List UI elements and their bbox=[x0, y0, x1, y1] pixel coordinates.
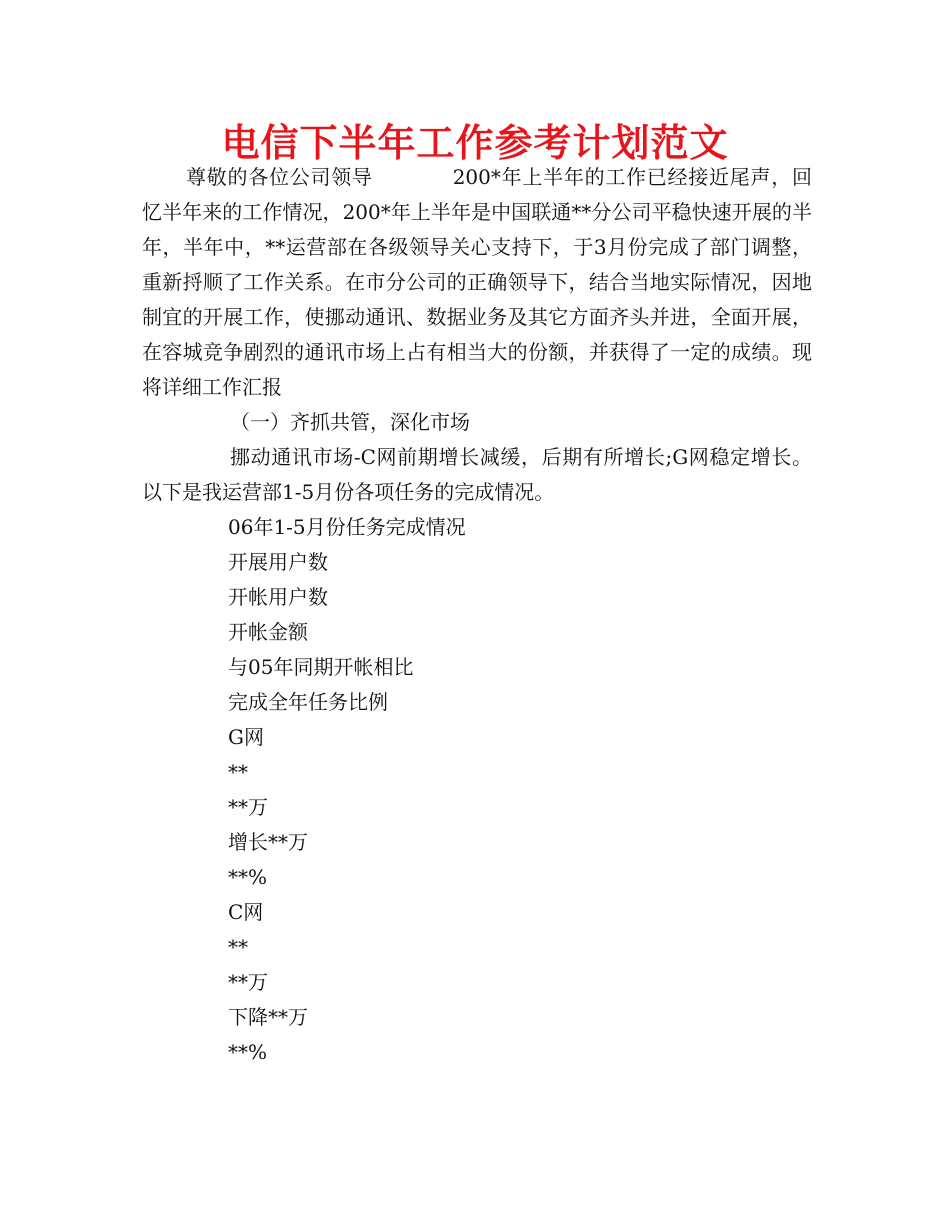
task-line: **% bbox=[228, 1040, 268, 1064]
task-line: ** bbox=[228, 760, 248, 784]
section-paragraph: 挪动通讯市场-C网前期增长减缓，后期有所增长;G网稳定增长。以下是我运营部1-5月份各项任务的完成情况。 bbox=[142, 445, 812, 504]
task-line: C网 bbox=[228, 900, 264, 924]
document-body bbox=[142, 160, 812, 1070]
salutation: 尊敬的各位公司领导 bbox=[186, 165, 373, 189]
task-line: 06年1-5月份任务完成情况 bbox=[228, 515, 466, 539]
intro-text: 200*年上半年的工作已经接近尾声，回忆半年来的工作情况，200*年上半年是中国联通**分公司平稳快速开展的半年，半年中，**运营部在各级领导关心支持下，于3月份完成了部门调整，重新捋顺了工作关系。在市分公司的正确领导下，结合当地实际情况，因地制宜的开展工作，使挪动通讯、数据业务及其它方面齐头并进，全面开展，在容城竞争剧烈的通讯市场上占有相当大的份额，并获得了一定的成绩。现将详细工作汇报 bbox=[142, 165, 812, 399]
task-line: **万 bbox=[228, 795, 268, 819]
task-line: 开展用户数 bbox=[228, 550, 328, 574]
section-heading: （一）齐抓共管，深化市场 bbox=[230, 410, 470, 434]
task-line: ** bbox=[228, 935, 248, 959]
task-line: 与05年同期开帐相比 bbox=[228, 655, 414, 679]
task-line: G网 bbox=[228, 725, 264, 749]
task-line: 下降**万 bbox=[228, 1005, 308, 1029]
task-line: 开帐用户数 bbox=[228, 585, 328, 609]
task-line-list bbox=[142, 510, 812, 1070]
document-title: 电信下半年工作参考计划范文 bbox=[221, 121, 729, 165]
task-line: 开帐金额 bbox=[228, 620, 308, 644]
task-line: **% bbox=[228, 865, 268, 889]
task-line: 增长**万 bbox=[228, 830, 308, 854]
task-line: **万 bbox=[228, 970, 268, 994]
task-line: 完成全年任务比例 bbox=[228, 690, 388, 714]
intro-paragraph bbox=[142, 160, 812, 405]
